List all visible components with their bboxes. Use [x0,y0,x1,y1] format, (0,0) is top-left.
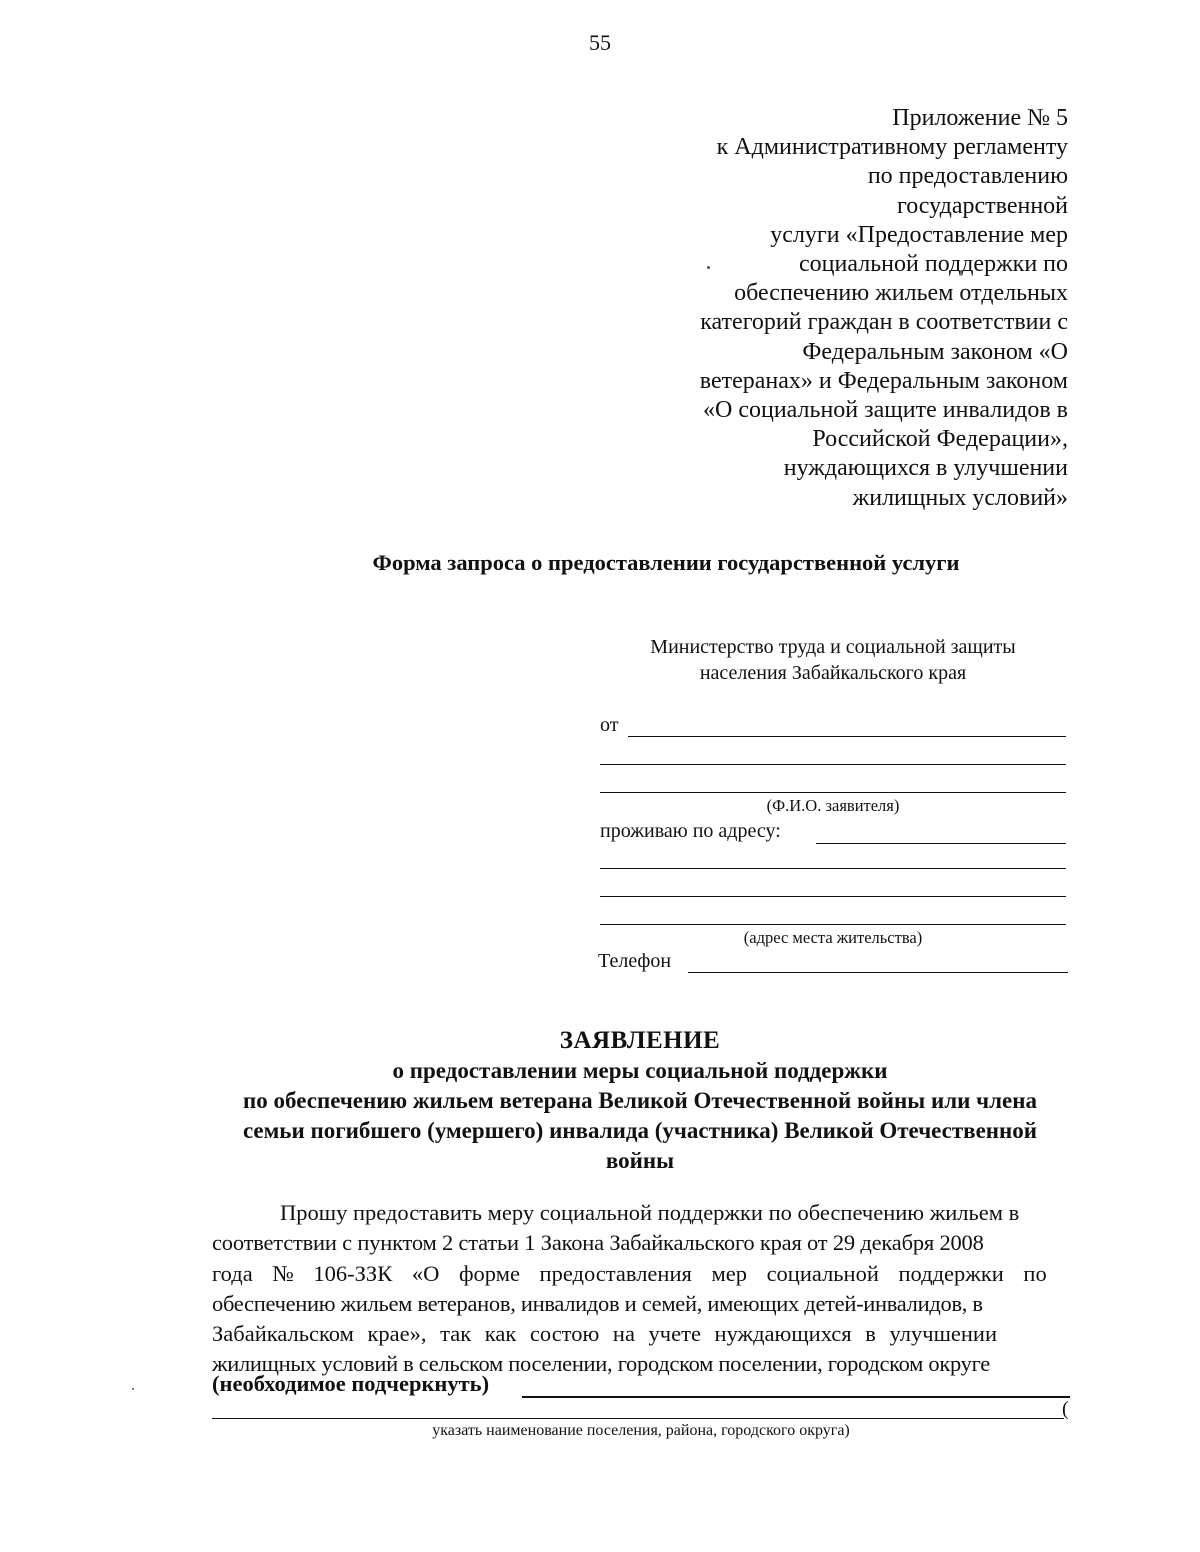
statement-subtitle-line: войны [605,1148,675,1173]
appendix-line: услуги «Предоставление мер [770,221,1068,248]
statement-title: ЗАЯВЛЕНИЕ [559,1027,721,1054]
place-caption: указать наименование поселения, района, городского округа) [432,1422,850,1439]
paren-open: ( [1062,1398,1069,1420]
appendix-line: государственной [896,192,1068,219]
address-field-line[interactable] [600,868,1066,869]
appendix-block [588,104,1068,513]
fio-field-line[interactable] [628,736,1066,737]
appendix-line: нуждающихся в улучшении [783,455,1068,482]
recipient-line: населения Забайкальского края [699,662,967,684]
underline-note: (необходимое подчеркнуть) [212,1371,490,1396]
appendix-line: Федеральным законом «О [802,338,1068,365]
address-label: проживаю по адресу: [600,820,781,842]
scan-dot [707,266,710,269]
appendix-line: к Административному регламенту [716,134,1068,161]
body-line: Прошу предоставить меру социальной поддержки по обеспечению жильем в [280,1200,1020,1225]
statement-subtitle-line: семьи погибшего (умершего) инвалида (участника) Великой Отечественной [242,1118,1038,1143]
body-line: обеспечению жильем ветеранов, инвалидов и семей, имеющих детей-инвалидов, в [212,1290,983,1316]
page-number: 55 [589,30,611,55]
appendix-line: категорий граждан в соответствии с [700,309,1068,336]
statement-subtitle-line: по обеспечению жильем ветерана Великой Отечественной войны или члена [243,1088,1037,1113]
body-line: жилищных условий в сельском поселении, городском поселении, городском округе [212,1351,990,1377]
scan-dot [132,1388,134,1390]
recipient-block [600,634,1066,686]
form-title: Форма запроса о предоставлении государственной услуги [372,550,960,575]
statement-body [212,1198,1070,1380]
address-field-line[interactable] [600,896,1066,897]
appendix-line: по предоставлению [867,163,1068,190]
body-line: года № 106-ЗЗК «О форме предоставления мер социальной поддержки по [212,1260,1047,1286]
statement-subtitle-line: о предоставлении меры социальной поддержки [392,1058,888,1083]
statement-heading [205,1026,1075,1176]
fio-field-line[interactable] [600,764,1066,765]
appendix-line: Приложение № 5 [892,105,1068,131]
fio-caption: (Ф.И.О. заявителя) [766,796,900,815]
address-field-line[interactable] [816,843,1066,844]
recipient-line: Министерство труда и социальной защиты [650,636,1016,658]
body-line: соответствии с пунктом 2 статьи 1 Закона Забайкальского края от 29 декабря 2008 [212,1230,984,1256]
phone-field-line[interactable] [688,972,1068,973]
body-line: Забайкальском крае», так как состою на учете нуждающихся в улучшении [212,1321,998,1347]
appendix-line: обеспечению жильем отдельных [734,280,1068,307]
appendix-line: «О социальной защите инвалидов в [702,397,1068,424]
appendix-line: жилищных условий» [852,484,1068,511]
settlement-field-line[interactable] [212,1418,1064,1419]
address-caption: (адрес места жительства) [743,928,923,947]
appendix-line: социальной поддержки по [799,251,1068,278]
settlement-field-line[interactable] [522,1396,1070,1398]
fio-field-line[interactable] [600,792,1066,793]
appendix-line: ветеранах» и Федеральным законом [699,367,1068,394]
appendix-line: Российской Федерации», [812,426,1068,453]
from-label: от [600,714,619,736]
address-field-line[interactable] [600,924,1066,925]
phone-label: Телефон [598,950,672,972]
